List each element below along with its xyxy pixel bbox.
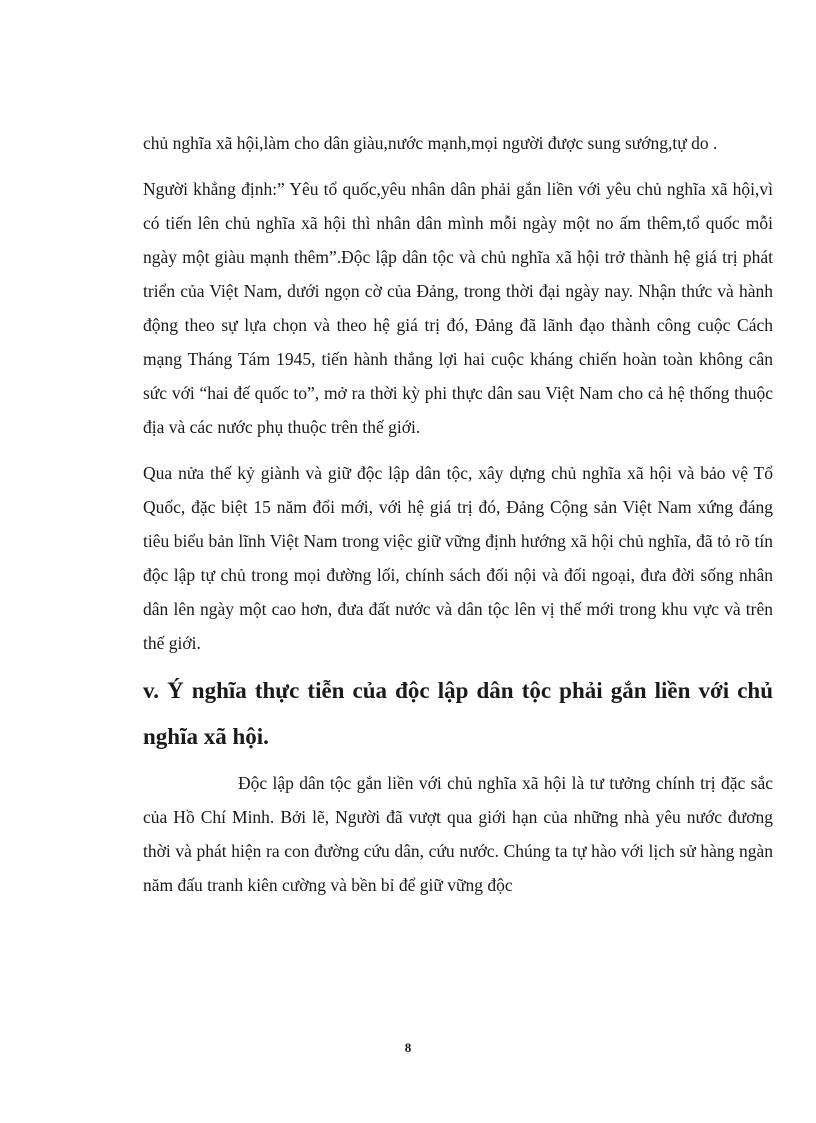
page-number: 8 <box>404 1040 412 1055</box>
paragraph-2: Người khẳng định:” Yêu tổ quốc,yêu nhân dân phải gắn liền với yêu chủ nghĩa xã hội,vì có tiến lên chủ nghĩa xã hội thì nhân dân mình mỗi ngày một no ấm thêm,tổ quốc mỗi ngày một giàu mạnh thêm”.Độc lập dân tộc và chủ nghĩa xã hội trở thành hệ giá trị phát triển của Việt Nam, dưới ngọn cờ của Đảng, trong thời đại ngày nay. Nhận thức và hành động theo sự lựa chọn và theo hệ giá trị đó, Đảng đã lãnh đạo thành công cuộc Cách mạng Tháng Tám 1945, tiến hành thắng lợi hai cuộc kháng chiến hoàn toàn không cân sức với “hai đế quốc to”, mở ra thời kỳ phi thực dân sau Việt Nam cho cả hệ thống thuộc địa và các nước phụ thuộc trên thế giới. <box>143 179 773 437</box>
section-paragraph: Độc lập dân tộc gắn liền với chủ nghĩa xã hội là tư tưởng chính trị đặc sắc của Hồ Chí Minh. Bởi lẽ, Người đã vượt qua giới hạn của những nhà yêu nước đương thời và phát hiện ra con đường cứu dân, cứu nước. Chúng ta tự hào với lịch sử hàng ngàn năm đấu tranh kiên cường và bền bỉ để giữ vững độc <box>143 773 773 895</box>
paragraph-1: chủ nghĩa xã hội,làm cho dân giàu,nước mạnh,mọi người được sung sướng,tự do . <box>143 133 718 153</box>
paragraph-3: Qua nửa thế kỷ giành và giữ độc lập dân tộc, xây dựng chủ nghĩa xã hội và bảo vệ Tổ Quốc, đặc biệt 15 năm đổi mới, với hệ giá trị đó, Đảng Cộng sản Việt Nam xứng đáng tiêu biểu bản lĩnh Việt Nam trong việc giữ vững định hướng xã hội chủ nghĩa, đã tỏ rõ tín độc lập tự chủ trong mọi đường lối, chính sách đối nội và đối ngoại, đưa đời sống nhân dân lên ngày một cao hơn, đưa đất nước và dân tộc lên vị thế mới trong khu vực và trên thế giới. <box>143 463 773 653</box>
page-body <box>143 126 773 902</box>
section-heading: v. Ý nghĩa thực tiễn của độc lập dân tộc phải gắn liền với chủ nghĩa xã hội. <box>143 678 773 749</box>
